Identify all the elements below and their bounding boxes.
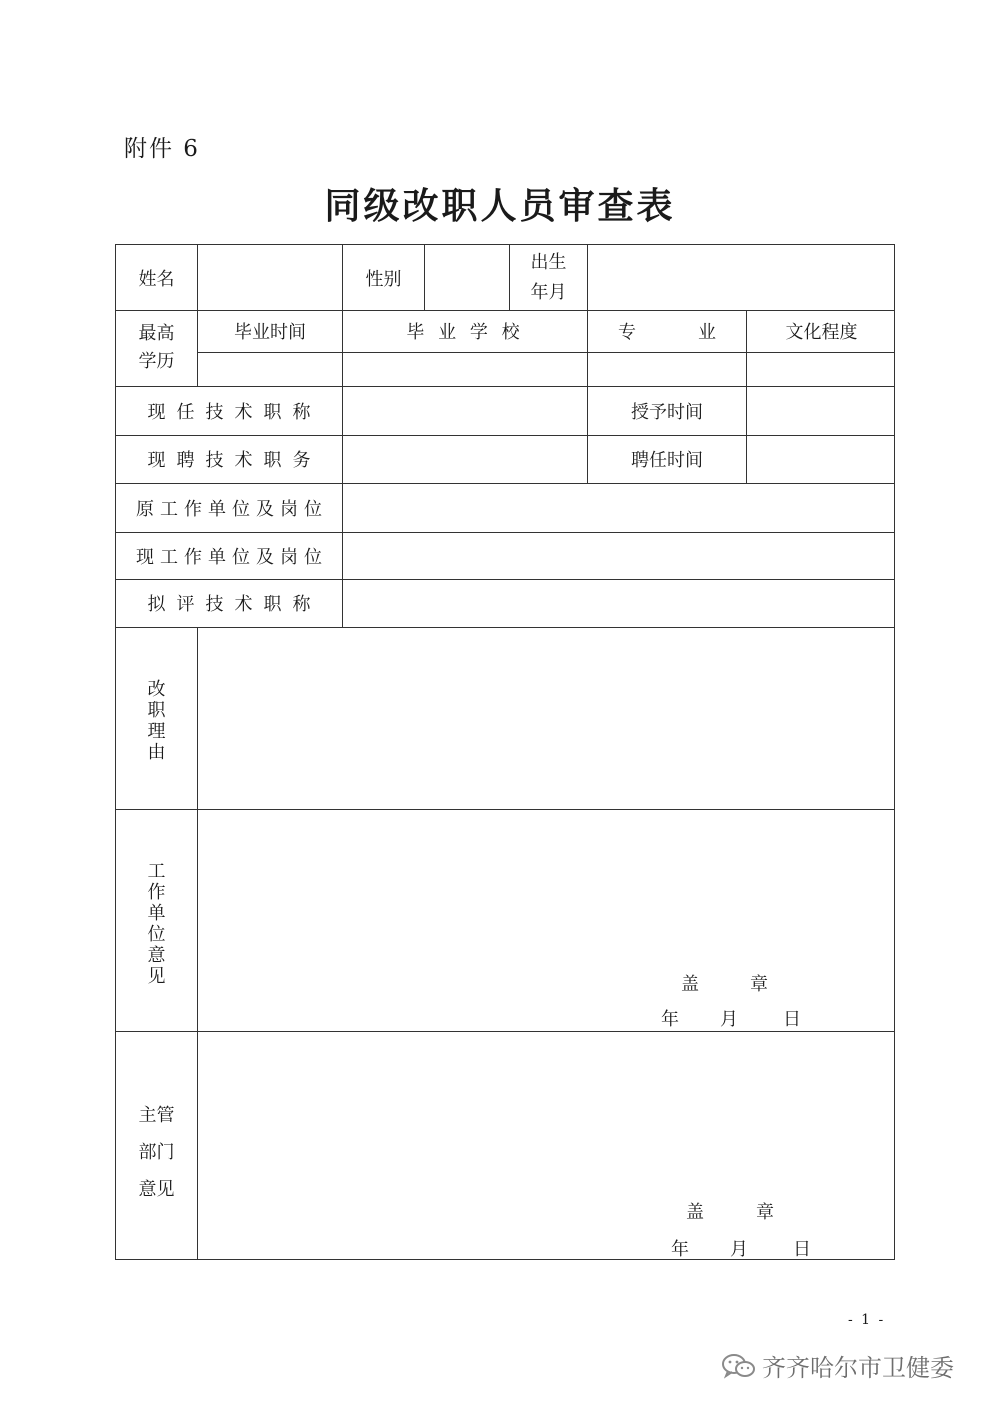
grant-time-label: 授予时间 bbox=[631, 401, 703, 423]
unit-month: 月 bbox=[720, 1009, 738, 1030]
gender-label: 性别 bbox=[365, 268, 402, 290]
watermark-text: 齐齐哈尔市卫健委 bbox=[762, 1354, 954, 1382]
education-label: 最高 学历 bbox=[138, 323, 175, 372]
culture-level-label: 文化程度 bbox=[785, 322, 858, 343]
current-title-label: 现任技术职称 bbox=[147, 401, 322, 423]
name-field[interactable] bbox=[198, 245, 342, 310]
dept-seal-a: 盖 bbox=[686, 1202, 704, 1223]
current-unit-field[interactable] bbox=[343, 532, 896, 579]
birth-field[interactable] bbox=[588, 245, 896, 310]
page-number: - 1 - bbox=[848, 1312, 886, 1328]
unit-day: 日 bbox=[783, 1009, 801, 1030]
dept-day: 日 bbox=[793, 1239, 811, 1260]
watermark bbox=[720, 1348, 954, 1383]
attachment-label: 附件 6 bbox=[124, 136, 200, 162]
current-title-field[interactable] bbox=[343, 386, 587, 435]
dept-opinion-label: 主管 部门 意见 bbox=[138, 1105, 175, 1200]
birth-label: 出生 年月 bbox=[530, 251, 567, 303]
reason-field[interactable] bbox=[198, 627, 896, 809]
grad-time-field[interactable] bbox=[198, 353, 342, 386]
major-field[interactable] bbox=[588, 353, 746, 386]
unit-year: 年 bbox=[661, 1009, 679, 1030]
current-post-field[interactable] bbox=[343, 435, 587, 483]
gender-field[interactable] bbox=[425, 245, 509, 310]
former-unit-label: 原工作单位及岗位 bbox=[136, 498, 328, 520]
grant-time-field[interactable] bbox=[747, 386, 896, 435]
major-label: 专 业 bbox=[618, 322, 716, 343]
current-unit-label: 现工作单位及岗位 bbox=[136, 546, 328, 568]
grad-school-field[interactable] bbox=[343, 353, 587, 386]
page-title: 同级改职人员审查表 bbox=[324, 185, 676, 227]
grad-time-label: 毕业时间 bbox=[234, 322, 306, 343]
unit-opinion-label: 工 作 单 位 意 见 bbox=[147, 861, 166, 987]
proposed-title-field[interactable] bbox=[343, 579, 896, 627]
name-label: 姓名 bbox=[138, 268, 175, 290]
unit-seal-b: 章 bbox=[750, 974, 768, 995]
dept-month: 月 bbox=[730, 1239, 748, 1260]
former-unit-field[interactable] bbox=[343, 483, 896, 532]
reason-label: 改 职 理 由 bbox=[147, 679, 166, 763]
dept-year: 年 bbox=[671, 1239, 689, 1260]
unit-opinion-field[interactable] bbox=[198, 809, 896, 1031]
current-post-label: 现聘技术职务 bbox=[147, 450, 322, 471]
dept-opinion-field[interactable] bbox=[198, 1031, 896, 1259]
proposed-title-label: 拟评技术职称 bbox=[147, 594, 322, 615]
culture-level-field[interactable] bbox=[747, 353, 896, 386]
dept-seal-b: 章 bbox=[756, 1202, 774, 1223]
grad-school-label: 毕 业 学 校 bbox=[406, 322, 524, 343]
appoint-time-label: 聘任时间 bbox=[631, 450, 703, 471]
unit-seal-a: 盖 bbox=[681, 974, 699, 995]
wechat-icon bbox=[720, 1352, 756, 1380]
review-form bbox=[115, 244, 895, 1260]
appoint-time-field[interactable] bbox=[747, 435, 896, 483]
